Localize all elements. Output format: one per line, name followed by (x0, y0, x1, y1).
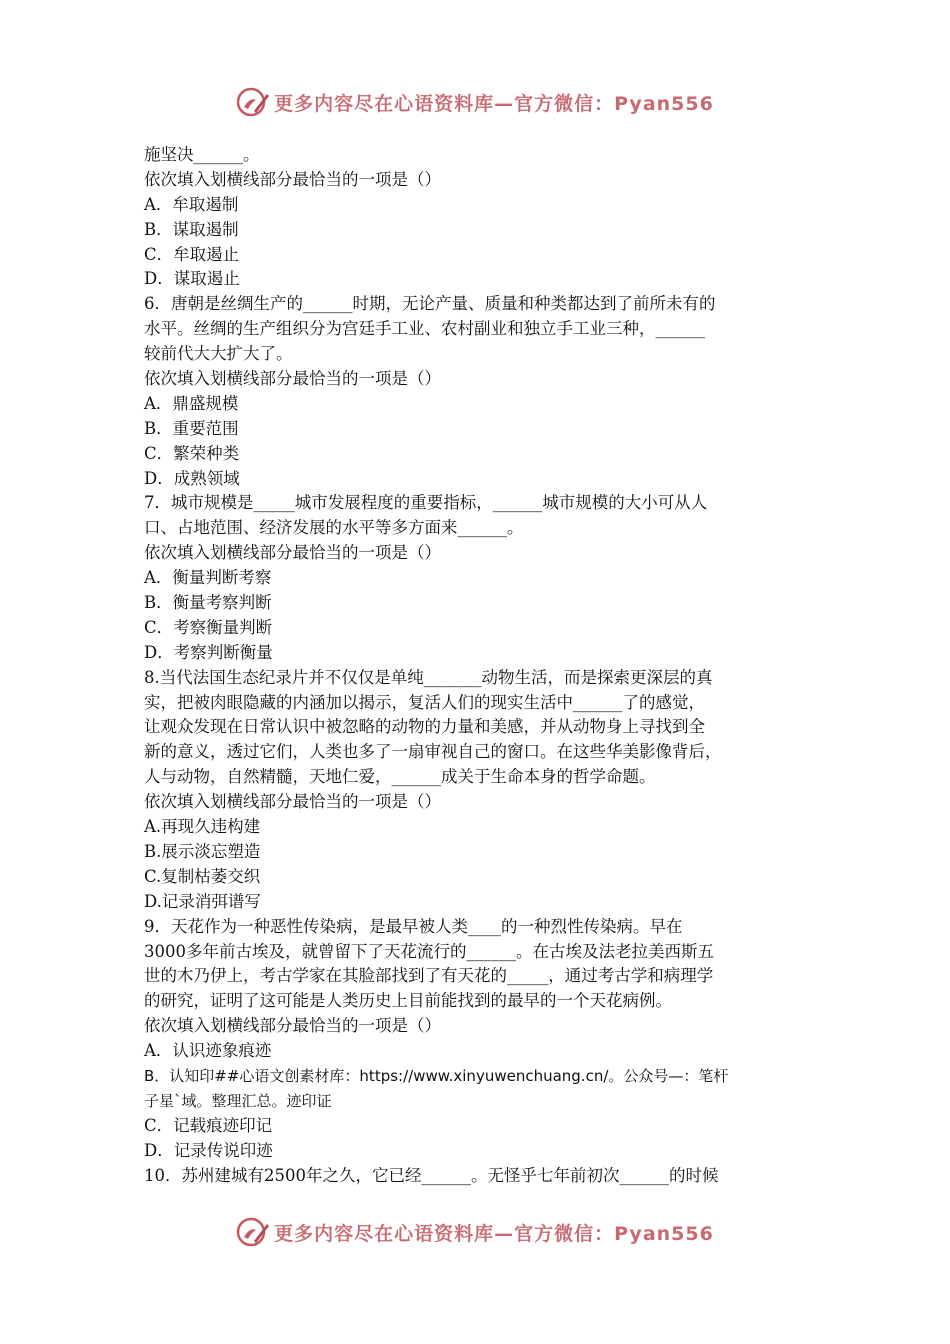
question-9-text: 3000多年前古埃及，就曾留下了天花流行的______。在古埃及法老拉美西斯五 (144, 941, 714, 961)
option-b-ad-text: B．认知印##心语文创素材库：https://www.xinyuwenchuang.cn/。公众号—：笔杆 (144, 1066, 729, 1085)
question-8-text: 人与动物，自然精髓，天地仁爱，______成关于生命本身的哲学命题。 (144, 767, 656, 787)
option-a: A．认识迹象痕迹 (144, 1041, 272, 1061)
question-8-text: 让观众发现在日常认识中被忽略的动物的力量和美感，并从动物身上寻找到全 (144, 717, 705, 737)
question-6-text: 6．唐朝是丝绸生产的______时期，无论产量、质量和种类都达到了前所未有的 (144, 294, 716, 314)
option-a: A．鼎盛规模 (144, 393, 239, 413)
question-9-text: 世的木乃伊上，考古学家在其脸部找到了有天花的_____，通过考古学和病理学 (144, 966, 714, 986)
question-8-text: 实，把被肉眼隐藏的内涵加以揭示，复活人们的现实生活中______了的感觉， (144, 692, 705, 712)
question-7-text: 7．城市规模是_____城市发展程度的重要指标，______城市规模的大小可从人 (144, 493, 708, 513)
question-prompt: 依次填入划横线部分最恰当的一项是（） (144, 543, 441, 563)
option-b: B．谋取遏制 (144, 219, 239, 239)
question-8-text: 8.当代法国生态纪录片并不仅仅是单纯_______动物生活，而是探索更深层的真 (144, 667, 713, 687)
option-d: D．记录传说印迹 (144, 1140, 273, 1160)
question-10-text: 10．苏州建城有2500年之久，它已经______。无怪乎七年前初次______的时候 (144, 1165, 719, 1185)
question-9-text: 9．天花作为一种恶性传染病，是最早被人类____的一种烈性传染病。早在 (144, 916, 683, 936)
footer-watermark-text: 更多内容尽在心语资料库—官方微信：Pyan556 (274, 1222, 714, 1245)
footer-watermark-banner (0, 1210, 950, 1254)
option-c: C．繁荣种类 (144, 443, 240, 463)
question-9-text: 的研究，证明了这可能是人类历史上目前能找到的最早的一个天花病例。 (144, 991, 672, 1011)
option-b: B．重要范围 (144, 418, 239, 438)
option-b: B.展示淡忘塑造 (144, 841, 261, 861)
pen-logo-icon (236, 85, 270, 119)
option-d: D．成熟领域 (144, 468, 240, 488)
option-a: A．牟取遏制 (144, 194, 239, 214)
option-c: C．考察衡量判断 (144, 617, 273, 637)
option-b: B．衡量考察判断 (144, 593, 272, 613)
question-prompt: 依次填入划横线部分最恰当的一项是（） (144, 1016, 441, 1036)
document-body (144, 143, 824, 1188)
pen-logo-icon (236, 1215, 270, 1249)
question-6-text: 较前代大大扩大了。 (144, 344, 293, 364)
option-c: C．记载痕迹印记 (144, 1115, 273, 1135)
option-d: D．考察判断衡量 (144, 642, 273, 662)
question-6-text: 水平。丝绸的生产组织分为宫廷手工业、农村副业和独立手工业三种，______ (144, 319, 705, 339)
text-line: 施坚决______。 (144, 145, 260, 164)
option-c: C.复制枯萎交织 (144, 866, 261, 886)
option-b-ad-text: 子星`域。整理汇总。迹印证 (144, 1091, 332, 1110)
option-a: A．衡量判断考察 (144, 568, 272, 588)
question-8-text: 新的意义，透过它们，人类也多了一扇审视自己的窗口。在这些华美影像背后， (144, 742, 722, 762)
header-watermark-text: 更多内容尽在心语资料库—官方微信：Pyan556 (274, 92, 714, 115)
question-7-text: 口、占地范围、经济发展的水平等多方面来______。 (144, 518, 524, 538)
question-prompt: 依次填入划横线部分最恰当的一项是（） (144, 169, 441, 189)
question-prompt: 依次填入划横线部分最恰当的一项是（） (144, 792, 441, 812)
question-prompt: 依次填入划横线部分最恰当的一项是（） (144, 369, 441, 389)
option-d: D．谋取遏止 (144, 269, 240, 289)
option-d: D.记录消弭谱写 (144, 891, 261, 911)
option-a: A.再现久违构建 (144, 817, 261, 837)
header-watermark-banner (0, 80, 950, 124)
option-c: C．牟取遏止 (144, 244, 240, 264)
